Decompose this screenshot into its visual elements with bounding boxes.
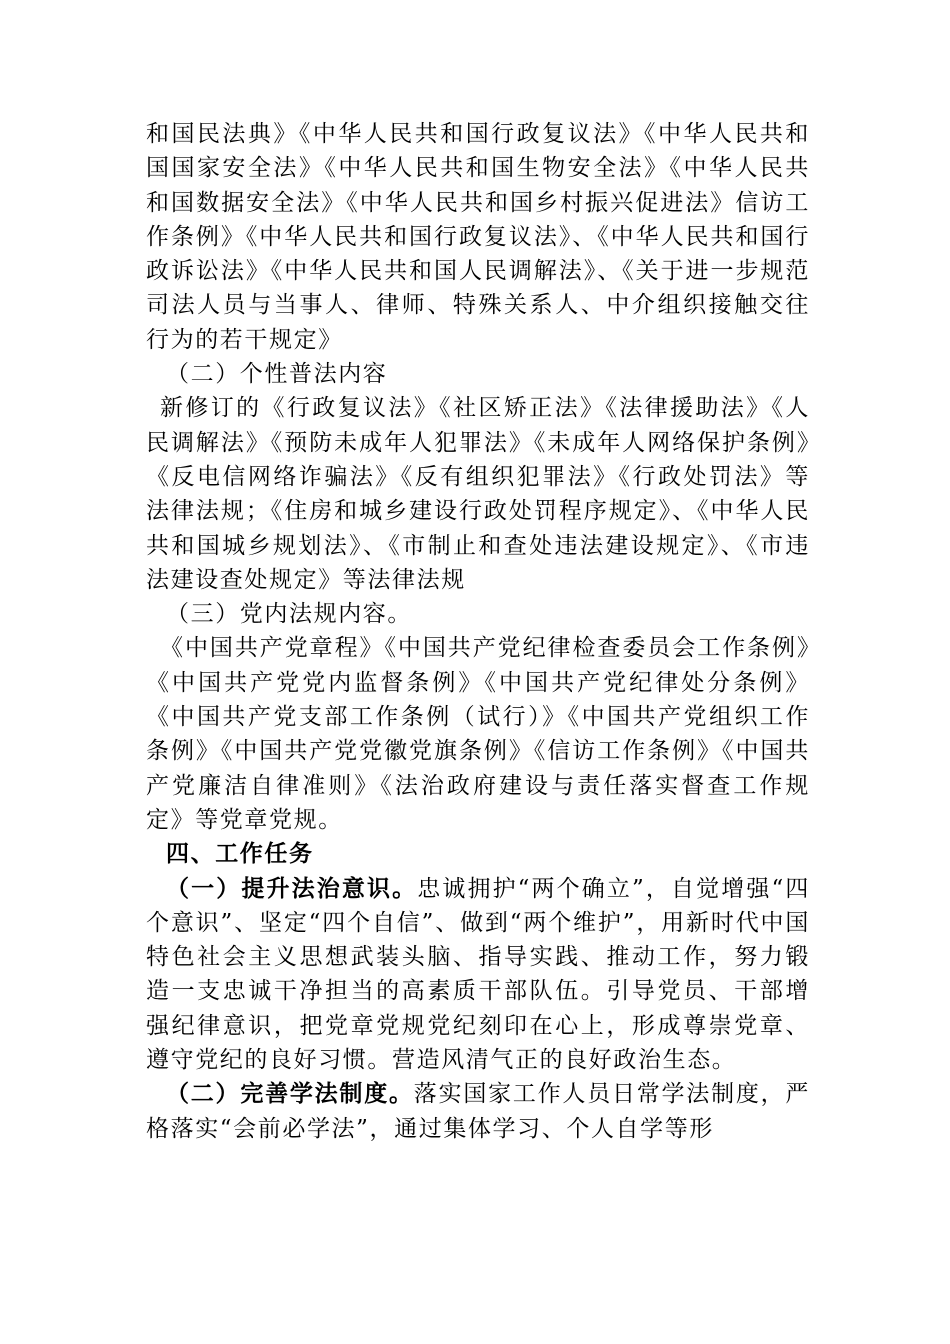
party-regulations-paragraph: 《中国共产党章程》《中国共产党纪律检查委员会工作条例》《中国共产党党内监督条例》《中国共产党纪律处分条例》《中国共产党支部工作条例（试行）》《中国共产党组织工作条例》《中国共产党党徽党旗条例》《信访工作条例》《中国共产党廉洁自律准则》《法治政府建设与责任落实督查工作规定》等党章党规。 bbox=[146, 635, 810, 833]
document-body bbox=[146, 117, 810, 1146]
task-2-body: 落实国家工作人员日常学法制度，严格落实“会前必学法”，通过集体学习、个人自学等形 bbox=[146, 1081, 810, 1142]
section-heading-work-tasks: 四、工作任务 bbox=[166, 841, 314, 868]
task-1-paragraph bbox=[146, 872, 810, 1078]
personalized-content-paragraph: 新修订的《行政复议法》《社区矫正法》《法律援助法》《人民调解法》《预防未成年人犯罪法》《未成年人网络保护条例》《反电信网络诈骗法》《反有组织犯罪法》《行政处罚法》等法律法规；《住房和城乡建设行政处罚程序规定》、《中华人民共和国城乡规划法》、《市制止和查处违法建设规定》、《市违法建设查处规定》等法律法规 bbox=[146, 395, 810, 593]
subheading-party-regulations: （三）党内法规内容。 bbox=[166, 601, 412, 628]
task-1-lead: （一）提升法治意识。 bbox=[166, 875, 418, 902]
laws-list-paragraph: 和国民法典》《中华人民共和国行政复议法》《中华人民共和国国家安全法》《中华人民共和国生物安全法》《中华人民共和国数据安全法》《中华人民共和国乡村振兴促进法》信访工作条例》《中华人民共和国行政复议法》、《中华人民共和国行政诉讼法》《中华人民共和国人民调解法》、《关于进一步规范司法人员与当事人、律师、特殊关系人、中介组织接触交往行为的若干规定》 bbox=[146, 121, 810, 353]
task-2-paragraph bbox=[146, 1077, 810, 1146]
subheading-personalized-content: （二）个性普法内容 bbox=[166, 361, 388, 388]
task-2-lead: （二）完善学法制度。 bbox=[166, 1081, 414, 1108]
task-1-body: 忠诚拥护“两个确立”，自觉增强“四个意识”、坚定“四个自信”、做到“两个维护”，用新时代中国特色社会主义思想武装头脑、指导实践、推动工作，努力锻造一支忠诚干净担当的高素质干部队伍。引导党员、干部增强纪律意识，把党章党规党纪刻印在心上，形成尊崇党章、遵守党纪的良好习惯。营造风清气正的良好政治生态。 bbox=[146, 875, 810, 1074]
